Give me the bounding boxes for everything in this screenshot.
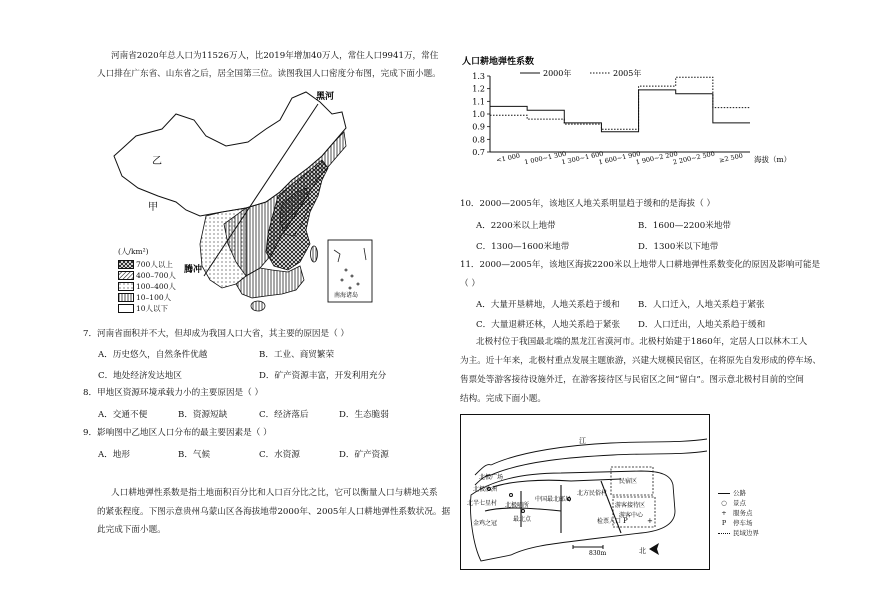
inset-label: 南海诸岛 bbox=[334, 292, 359, 299]
y-tick-label: 1.0 bbox=[472, 110, 485, 119]
legend-parking: P 停车场 bbox=[718, 518, 778, 528]
series-line-1 bbox=[490, 77, 750, 129]
intro-elasticity-line3: 此完成下面小题。 bbox=[97, 525, 166, 535]
q9-option-d: D．矿产资源 bbox=[339, 450, 389, 460]
map-label-n6: 北极哨所 bbox=[505, 502, 530, 509]
x-axis-label: 海拔（m） bbox=[754, 155, 790, 164]
map-label-n4: 金鸡之冠 bbox=[473, 520, 498, 527]
q8-option-b: B．资源短缺 bbox=[178, 410, 228, 420]
y-tick-label: 0.8 bbox=[472, 135, 485, 145]
intro-henan-line1: 河南省2020年总人口为11526万人，比2019年增加40万人，常住人口9941万，常住 bbox=[111, 51, 439, 61]
map-label-n2: 北极沙洲 bbox=[473, 486, 498, 493]
y-tick-label: 1.1 bbox=[472, 97, 485, 107]
q11-option-d: D．人口迁出，人地关系趋于缓和 bbox=[638, 320, 766, 330]
intro-beiji-line2: 为主。近十年来，北极村重点发展主题旅游，兴建大规模民宿区，在将原先自发形成的停车场、 bbox=[460, 356, 821, 366]
q7-option-d: D．矿产资源丰富，开发利用充分 bbox=[259, 371, 387, 381]
elasticity-chart bbox=[460, 52, 790, 184]
q8-option-c: C．经济落后 bbox=[259, 410, 309, 420]
q11-option-c: C．大量退耕还林，人地关系趋于紧张 bbox=[476, 320, 621, 330]
y-tick-label: 0.9 bbox=[472, 122, 485, 132]
scenic-point-icon: ○ bbox=[721, 499, 727, 507]
legend-scenic: ○ 景点 bbox=[718, 498, 778, 508]
label-tengchong: 腾冲 bbox=[184, 265, 203, 275]
north-arrow-icon bbox=[649, 543, 659, 555]
intro-beiji-line3: 售票处等游客接待设施外迁，在游客接待区与民宿区之间“留白”。图示意北极村目前的空间 bbox=[460, 375, 804, 385]
intro-henan-line2: 人口排在广东省、山东省之后，居全国第三位。读图我国人口密度分布图，完成下面小题。 bbox=[97, 69, 441, 79]
map-label-n10: 游客接待区 bbox=[615, 502, 646, 509]
intro-elasticity-line2: 的紧张程度。下图示意贵州乌蒙山区各海拔地带2000年、2005年人口耕地弹性系数状况。据 bbox=[97, 507, 451, 517]
legend-road: 公路 bbox=[718, 488, 778, 498]
map-label-n7: 最北点 bbox=[513, 516, 532, 523]
q9-option-b: B．气候 bbox=[178, 450, 211, 460]
legend-item-under-10: 10人以下 bbox=[118, 303, 208, 314]
q8-option-a: A．交通不便 bbox=[98, 410, 148, 420]
q9-stem: 9．影响图中乙地区人口分布的最主要因素是（ ） bbox=[83, 428, 272, 438]
legend-label-0: 2000年 bbox=[543, 69, 572, 78]
legend-item-400-700: 400–700人 bbox=[118, 270, 208, 281]
series-line-0 bbox=[490, 90, 750, 132]
intro-beiji-line1: 北极村位于我国最北端的黑龙江省漠河市。北极村始建于1860年，定居人口以林木工人 bbox=[476, 337, 808, 347]
q9-option-a: A．地形 bbox=[98, 450, 130, 460]
q10-option-c: C．1300—1600米地带 bbox=[476, 242, 570, 252]
q11-stem-line1: 11．2000—2005年，该地区海拔2200米以上地带人口耕地弹性系数变化的原因及影响可能是 bbox=[460, 260, 821, 270]
map-label-n3: 北半七星村 bbox=[467, 500, 498, 507]
label-heihe: 黑河 bbox=[316, 92, 335, 102]
china-map-legend bbox=[118, 246, 208, 314]
q8-stem: 8．甲地区资源环境承载力小的主要原因是（ ） bbox=[83, 388, 264, 398]
q9-option-c: C．水资源 bbox=[259, 450, 300, 460]
x-tick-label: 1 600~1 900 bbox=[597, 149, 642, 167]
q10-option-d: D．1300米以下地带 bbox=[638, 242, 719, 252]
map-label-n11: 游客中心 bbox=[619, 512, 644, 519]
village-map-legend bbox=[718, 488, 778, 538]
q7-option-c: C．地处经济发达地区 bbox=[98, 371, 182, 381]
chart-title: 人口耕地弹性系数 bbox=[462, 57, 535, 67]
q11-option-a: A．大量开垦耕地，人地关系趋于缓和 bbox=[476, 300, 620, 310]
legend-label-1: 2005年 bbox=[613, 69, 642, 78]
legend-service: + 服务点 bbox=[718, 508, 778, 518]
map-label-n9: 民宿区 bbox=[619, 478, 638, 485]
legend-boundary: 民域边界 bbox=[718, 528, 778, 538]
y-tick-label: 0.7 bbox=[472, 148, 485, 157]
map-scale-label: 830m bbox=[589, 550, 607, 557]
x-tick-label: ≥2 500 bbox=[718, 151, 744, 165]
legend-unit: (人/km²) bbox=[118, 247, 149, 256]
legend-item-100-400: 100–400人 bbox=[118, 281, 208, 292]
map-parking-mark: P bbox=[623, 517, 628, 525]
x-tick-label: 1 000~1 300 bbox=[523, 149, 567, 167]
q10-option-a: A．2200米以上地带 bbox=[476, 221, 556, 231]
map-north-label: 北 bbox=[639, 547, 646, 555]
map-label-n1: 北极广场 bbox=[479, 474, 504, 481]
map-label-n8: 北方民俗村 bbox=[577, 490, 608, 497]
beiji-village-map bbox=[460, 414, 710, 570]
q7-option-a: A．历史悠久，自然条件优越 bbox=[98, 350, 208, 360]
q10-option-b: B．1600—2200米地带 bbox=[638, 221, 732, 231]
map-service-mark: + bbox=[647, 517, 653, 525]
x-tick-label: <1 000 bbox=[495, 151, 521, 165]
q10-stem: 10．2000—2005年，该地区人地关系明显趋于缓和的是海拔（ ） bbox=[460, 199, 716, 209]
q11-stem-line2: （ ） bbox=[460, 279, 480, 289]
x-tick-label: 1 900~2 200 bbox=[635, 149, 679, 167]
label-jia: 甲 bbox=[148, 202, 158, 213]
service-point-icon: + bbox=[721, 509, 727, 517]
q7-stem: 7．河南省面积并不大，但却成为我国人口大省，其主要的原因是（ ） bbox=[83, 329, 350, 339]
q8-option-d: D．生态脆弱 bbox=[339, 410, 389, 420]
parking-icon: P bbox=[721, 519, 727, 527]
intro-beiji-line4: 结构。完成下面小题。 bbox=[460, 394, 546, 404]
map-label-river: 江 bbox=[579, 437, 586, 445]
boundary-line-icon bbox=[718, 533, 730, 534]
legend-item-700: 700人以上 bbox=[118, 259, 208, 270]
map-label-n5: 中国最北邮局 bbox=[535, 496, 572, 503]
x-tick-label: 1 300~1 600 bbox=[560, 149, 605, 167]
q7-option-b: B．工业、商贸繁荣 bbox=[259, 350, 335, 360]
x-tick-label: 2 200~2 500 bbox=[672, 149, 716, 167]
road-line-icon bbox=[718, 493, 730, 494]
legend-item-10-100: 10–100人 bbox=[118, 292, 208, 303]
label-yi: 乙 bbox=[152, 156, 162, 167]
map-label-n12: 检票入口 bbox=[597, 518, 622, 525]
y-tick-label: 1.2 bbox=[472, 84, 485, 94]
y-tick-label: 1.3 bbox=[472, 72, 485, 81]
intro-elasticity-line1: 人口耕地弹性系数是指土地面积百分比和人口百分比之比，它可以衡量人口与耕地关系 bbox=[111, 488, 438, 498]
q11-option-b: B．人口迁入，人地关系趋于紧张 bbox=[638, 300, 765, 310]
